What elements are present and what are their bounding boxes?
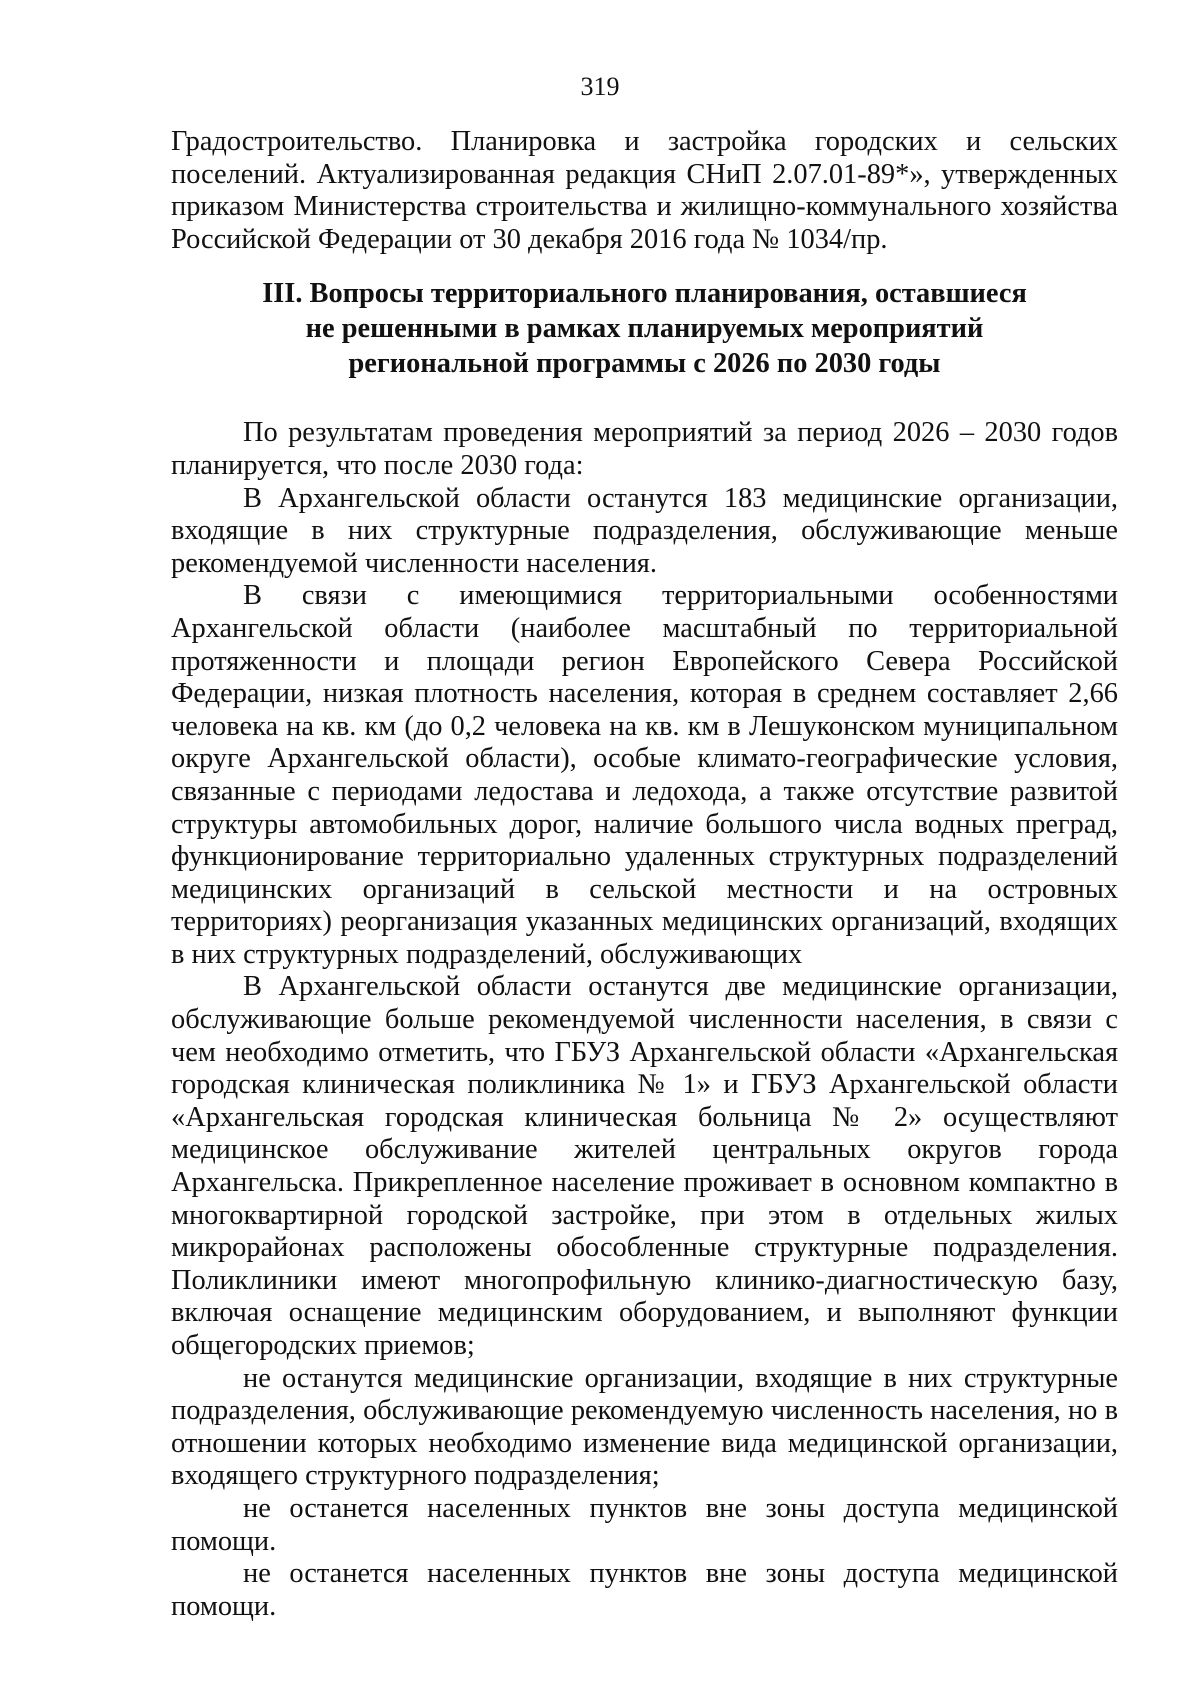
body-paragraph-6: не останется населенных пунктов вне зоны доступа медицинской помощи. (171, 1492, 1118, 1557)
body-paragraph-4: В Архангельской области останутся две медицинские организации, обслуживающие больше рекомендуемой численности населения, в связи с чем необходимо отметить, что ГБУЗ Архангельской области «Архангельская городская клиническая поликлиника № 1» и ГБУЗ Архангельской области «Архангельская городская клиническая больница № 2» осуществляют медицинское обслуживание жителей центральных округов города Архангельска. Прикрепленное население проживает в основном компактно в многоквартирной городской застройке, при этом в отдельных жилых микрорайонах расположены обособленные структурные подразделения. Поликлиники имеют многопрофильную клинико-диагностическую базу, включая оснащение медицинским оборудованием, и выполняют функции общегородских приемов; (171, 971, 1118, 1361)
section-heading (171, 276, 1118, 381)
body-paragraph-5: не останутся медицинские организации, входящие в них структурные подразделения, обслуживающие рекомендуемую численность населения, но в отношении которых необходимо изменение вида медицинской организации, входящего структурного подразделения; (171, 1362, 1118, 1492)
section-heading-line-3: региональной программы с 2026 по 2030 годы (348, 348, 941, 380)
page-content (171, 126, 1118, 1623)
body-paragraph-1: По результатам проведения мероприятий за период 2026 – 2030 годов планируется, что после 2030 года: (171, 417, 1118, 481)
body-paragraph-3: В связи с имеющимися территориальными особенностями Архангельской области (наиболее масштабный по территориальной протяженности и площади регион Европейского Севера Российской Федерации, низкая плотность населения, которая в среднем составляет 2,66 человека на кв. км (до 0,2 человека на кв. км в Лешуконском муниципальном округе Архангельской области), особые климато-географические условия, связанные с периодами ледостава и ледохода, а также отсутствие развитой структуры автомобильных дорог, наличие большого числа водных преград, функционирование территориально удаленных структурных подразделений медицинских организаций в сельской местности и на островных территориях) реорганизация указанных медицинских организаций, входящих в них структурных подразделений, обслуживающих (171, 580, 1118, 970)
section-heading-line-1: III. Вопросы территориального планирования, оставшиеся (262, 278, 1027, 310)
body-paragraph-7: не останется населенных пунктов вне зоны доступа медицинской помощи. (171, 1558, 1118, 1622)
body-paragraph-2: В Архангельской области останутся 183 медицинские организации, входящие в них структурные подразделения, обслуживающие меньше рекомендуемой численности населения. (171, 482, 1118, 579)
page-number: 319 (580, 72, 620, 101)
intro-paragraph: Градостроительство. Планировка и застройка городских и сельских поселений. Актуализированная редакция СНиП 2.07.01-89*», утвержденных приказом Министерства строительства и жилищно-коммунального хозяйства Российской Федерации от 30 декабря 2016 года № 1034/пр. (171, 126, 1118, 255)
section-heading-line-2: не решенными в рамках планируемых мероприятий (305, 313, 984, 345)
